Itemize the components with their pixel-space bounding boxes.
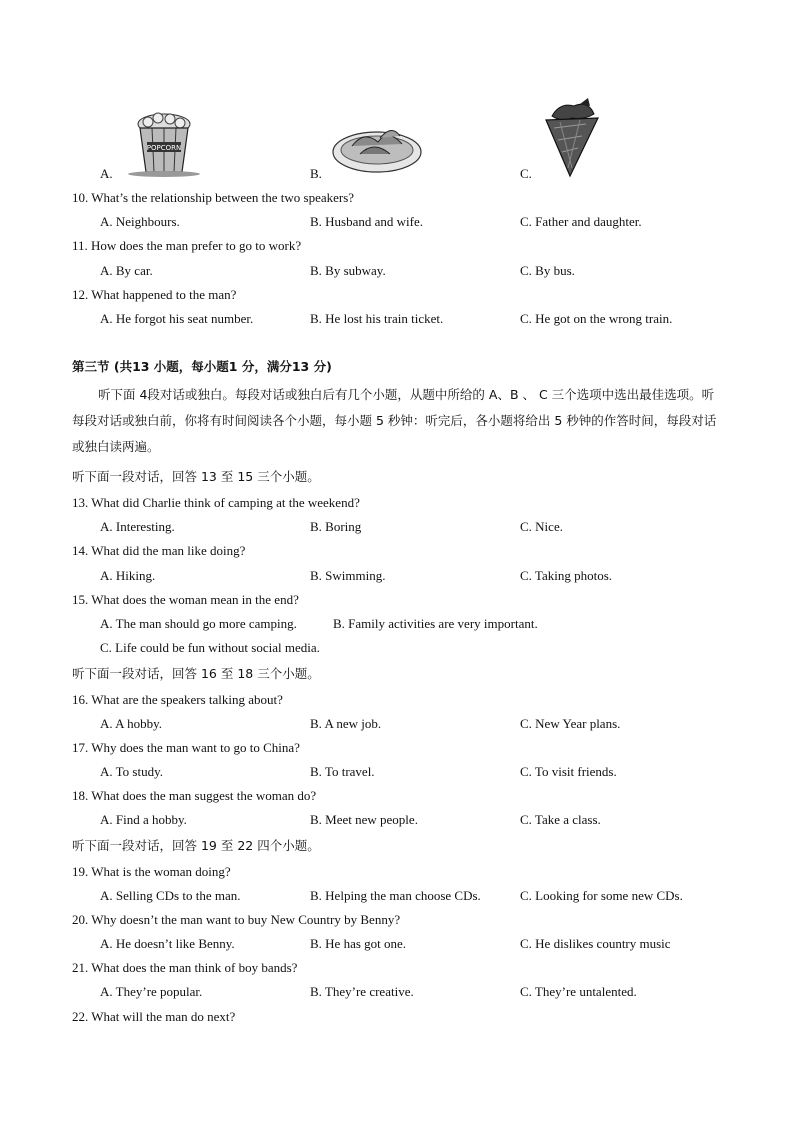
svg-text:POPCORN: POPCORN bbox=[146, 144, 182, 152]
group-3-intro: 听下面一段对话，回答 19 至 22 四个小题。 bbox=[72, 838, 320, 853]
option-15-b: B. Family activities are very important. bbox=[333, 616, 538, 631]
section-3-title: 第三节 (共13 小题，每小题1 分，满分13 分) bbox=[72, 359, 332, 374]
question-15: 15. What does the woman mean in the end? bbox=[72, 592, 299, 607]
option-17-b: B. To travel. bbox=[310, 764, 375, 779]
question-16: 16. What are the speakers talking about? bbox=[72, 692, 283, 707]
option-12-c: C. He got on the wrong train. bbox=[520, 311, 673, 326]
option-21-a: A. They’re popular. bbox=[100, 984, 203, 999]
group-2-intro: 听下面一段对话，回答 16 至 18 三个小题。 bbox=[72, 666, 320, 681]
option-14-c: C. Taking photos. bbox=[520, 568, 613, 583]
option-18-b: B. Meet new people. bbox=[310, 812, 418, 827]
option-11-c: C. By bus. bbox=[520, 263, 575, 278]
question-11: 11. How does the man prefer to go to work? bbox=[72, 238, 302, 253]
option-20-c: C. He dislikes country music bbox=[520, 936, 671, 951]
ice-cream-cone-icon bbox=[540, 98, 604, 180]
group-1-intro: 听下面一段对话，回答 13 至 15 三个小题。 bbox=[72, 469, 320, 484]
option-19-a: A. Selling CDs to the man. bbox=[100, 888, 241, 903]
question-14: 14. What did the man like doing? bbox=[72, 543, 246, 558]
option-12-a: A. He forgot his seat number. bbox=[100, 311, 254, 326]
option-19-c: C. Looking for some new CDs. bbox=[520, 888, 683, 903]
option-10-b: B. Husband and wife. bbox=[310, 214, 424, 229]
option-11-a: A. By car. bbox=[100, 263, 153, 278]
option-label-c: C. bbox=[520, 166, 532, 181]
question-10: 10. What’s the relationship between the two speakers? bbox=[72, 190, 355, 205]
option-17-c: C. To visit friends. bbox=[520, 764, 617, 779]
option-16-c: C. New Year plans. bbox=[520, 716, 621, 731]
option-21-b: B. They’re creative. bbox=[310, 984, 414, 999]
section-3-instructions: 听下面 4段对话或独白。每段对话或独白后有几个小题，从题中所给的 A、B 、 C 三个选项中选出最佳选项。听每段对话或独白前，你将有时间阅读各个小题，每小题 5 秒钟：听完后，各小题将给出 5 秒钟的作答时间，每段对话或独白读两遍。 bbox=[72, 387, 717, 454]
question-18: 18. What does the man suggest the woman do? bbox=[72, 788, 317, 803]
popcorn-icon bbox=[120, 112, 208, 178]
question-19: 19. What is the woman doing? bbox=[72, 864, 231, 879]
question-22: 22. What will the man do next? bbox=[72, 1009, 236, 1024]
option-14-a: A. Hiking. bbox=[100, 568, 156, 583]
option-13-a: A. Interesting. bbox=[100, 519, 175, 534]
option-13-c: C. Nice. bbox=[520, 519, 563, 534]
option-17-a: A. To study. bbox=[100, 764, 164, 779]
option-15-c: C. Life could be fun without social media. bbox=[100, 640, 320, 655]
option-label-b: B. bbox=[310, 166, 322, 181]
question-21: 21. What does the man think of boy bands? bbox=[72, 960, 298, 975]
option-14-b: B. Swimming. bbox=[310, 568, 386, 583]
option-18-c: C. Take a class. bbox=[520, 812, 601, 827]
question-12: 12. What happened to the man? bbox=[72, 287, 237, 302]
option-19-b: B. Helping the man choose CDs. bbox=[310, 888, 481, 903]
option-16-a: A. A hobby. bbox=[100, 716, 162, 731]
option-15-a: A. The man should go more camping. bbox=[100, 616, 297, 631]
option-10-c: C. Father and daughter. bbox=[520, 214, 642, 229]
option-18-a: A. Find a hobby. bbox=[100, 812, 187, 827]
chips-icon bbox=[330, 120, 424, 176]
option-11-b: B. By subway. bbox=[310, 263, 386, 278]
option-label-a: A. bbox=[100, 166, 113, 181]
option-16-b: B. A new job. bbox=[310, 716, 382, 731]
option-13-b: B. Boring bbox=[310, 519, 362, 534]
question-17: 17. Why does the man want to go to China? bbox=[72, 740, 300, 755]
option-20-a: A. He doesn’t like Benny. bbox=[100, 936, 235, 951]
option-20-b: B. He has got one. bbox=[310, 936, 407, 951]
option-12-b: B. He lost his train ticket. bbox=[310, 311, 444, 326]
option-10-a: A. Neighbours. bbox=[100, 214, 180, 229]
question-13: 13. What did Charlie think of camping at the weekend? bbox=[72, 495, 360, 510]
question-20: 20. Why doesn’t the man want to buy New Country by Benny? bbox=[72, 912, 401, 927]
option-21-c: C. They’re untalented. bbox=[520, 984, 637, 999]
